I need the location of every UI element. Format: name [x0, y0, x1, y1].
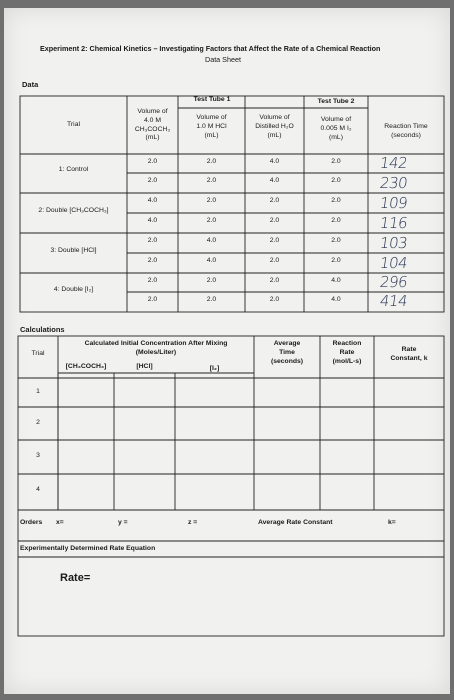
cell-ch3coch3: 2.0: [147, 237, 158, 244]
header-ch3coch3-volume: Volume of 4.0 M CH₃COCH₃ (mL): [134, 108, 171, 142]
calc-trial-4: 4: [36, 486, 40, 493]
cell-reaction-time: 103: [378, 234, 409, 252]
orders-label: Orders: [20, 519, 43, 526]
calc-header-reaction-rate: Reaction Rate (mol/L-s): [332, 340, 362, 365]
cell-water: 2.0: [269, 197, 280, 204]
cell-hcl: 2.0: [206, 158, 217, 165]
header-trial: Trial: [67, 121, 80, 128]
cell-ch3coch3: 2.0: [147, 296, 158, 303]
cell-reaction-time: 142: [378, 154, 409, 172]
cell-i2: 2.0: [331, 158, 341, 165]
calc-header-ch3coch3: [CH₃COCH₃]: [65, 363, 107, 370]
calculations-heading: Calculations: [20, 325, 65, 334]
cell-water: 2.0: [269, 257, 280, 264]
cell-i2: 2.0: [331, 177, 341, 184]
rate-equation-heading: Experimentally Determined Rate Equation: [20, 545, 156, 552]
rate-equation-field[interactable]: Rate=: [60, 572, 91, 584]
order-y-field[interactable]: y =: [118, 519, 128, 526]
calc-header-rate-constant: Rate Constant, k: [390, 346, 428, 362]
cell-water: 4.0: [269, 158, 280, 165]
cell-hcl: 2.0: [206, 217, 217, 224]
cell-hcl: 2.0: [206, 277, 217, 284]
page-title: Experiment 2: Chemical Kinetics – Investigating Factors that Affect the Rate of a Chemical Reaction: [40, 44, 381, 53]
trial-label-3: 3: Double [HCl]: [50, 247, 97, 254]
cell-i2: 2.0: [331, 197, 341, 204]
cell-water: 2.0: [269, 217, 280, 224]
cell-ch3coch3: 2.0: [147, 277, 158, 284]
cell-reaction-time: 104: [378, 254, 409, 272]
cell-water: 2.0: [269, 296, 280, 303]
cell-ch3coch3: 4.0: [147, 217, 158, 224]
trial-label-1: 1: Control: [58, 166, 89, 173]
cell-hcl: 4.0: [206, 237, 217, 244]
data-heading: Data: [22, 80, 39, 89]
cell-i2: 2.0: [331, 257, 341, 264]
average-rate-constant-label: Average Rate Constant: [258, 519, 333, 526]
calc-trial-1: 1: [36, 388, 40, 395]
header-reaction-time: Reaction Time (seconds): [384, 123, 428, 139]
k-field[interactable]: k=: [388, 519, 396, 526]
cell-water: 2.0: [269, 277, 280, 284]
cell-i2: 4.0: [331, 296, 341, 303]
header-i2-volume: Volume of 0.005 M I₂ (mL): [320, 116, 352, 141]
cell-reaction-time: 116: [378, 214, 409, 232]
calc-header-i2: [I₂]: [209, 365, 220, 372]
cell-i2: 2.0: [331, 217, 341, 224]
header-hcl-volume: Volume of 1.0 M HCl (mL): [196, 114, 227, 139]
cell-hcl: 2.0: [206, 296, 217, 303]
cell-water: 2.0: [269, 237, 280, 244]
header-test-tube-2: Test Tube 2: [317, 98, 355, 105]
trial-label-4: 4: Double [I₂]: [53, 286, 94, 293]
trial-label-2: 2: Double [CH₃COCH₃]: [38, 207, 109, 214]
cell-reaction-time: 109: [378, 194, 409, 212]
calc-trial-2: 2: [36, 419, 40, 426]
calc-header-trial: Trial: [31, 350, 45, 357]
cell-hcl: 2.0: [206, 177, 217, 184]
cell-i2: 2.0: [331, 237, 341, 244]
calc-header-average-time: Average Time (seconds): [270, 340, 304, 365]
cell-hcl: 4.0: [206, 257, 217, 264]
page-subtitle: Data Sheet: [205, 55, 241, 64]
header-test-tube-1: Test Tube 1: [193, 96, 231, 103]
calc-header-hcl: [HCl]: [136, 363, 153, 370]
cell-i2: 4.0: [331, 277, 341, 284]
cell-water: 4.0: [269, 177, 280, 184]
cell-ch3coch3: 4.0: [147, 197, 158, 204]
cell-reaction-time: 414: [378, 292, 409, 310]
cell-reaction-time: 296: [378, 273, 409, 291]
cell-ch3coch3: 2.0: [147, 257, 158, 264]
cell-ch3coch3: 2.0: [147, 177, 158, 184]
calc-trial-3: 3: [36, 452, 40, 459]
cell-ch3coch3: 2.0: [147, 158, 158, 165]
calc-header-concentration: Calculated Initial Concentration After Mixing (Moles/Liter): [84, 340, 228, 356]
cell-hcl: 2.0: [206, 197, 217, 204]
cell-reaction-time: 230: [378, 174, 409, 192]
order-x-field[interactable]: x=: [56, 519, 64, 526]
header-water-volume: Volume of Distilled H₂O (mL): [255, 114, 294, 139]
order-z-field[interactable]: z =: [188, 519, 198, 526]
